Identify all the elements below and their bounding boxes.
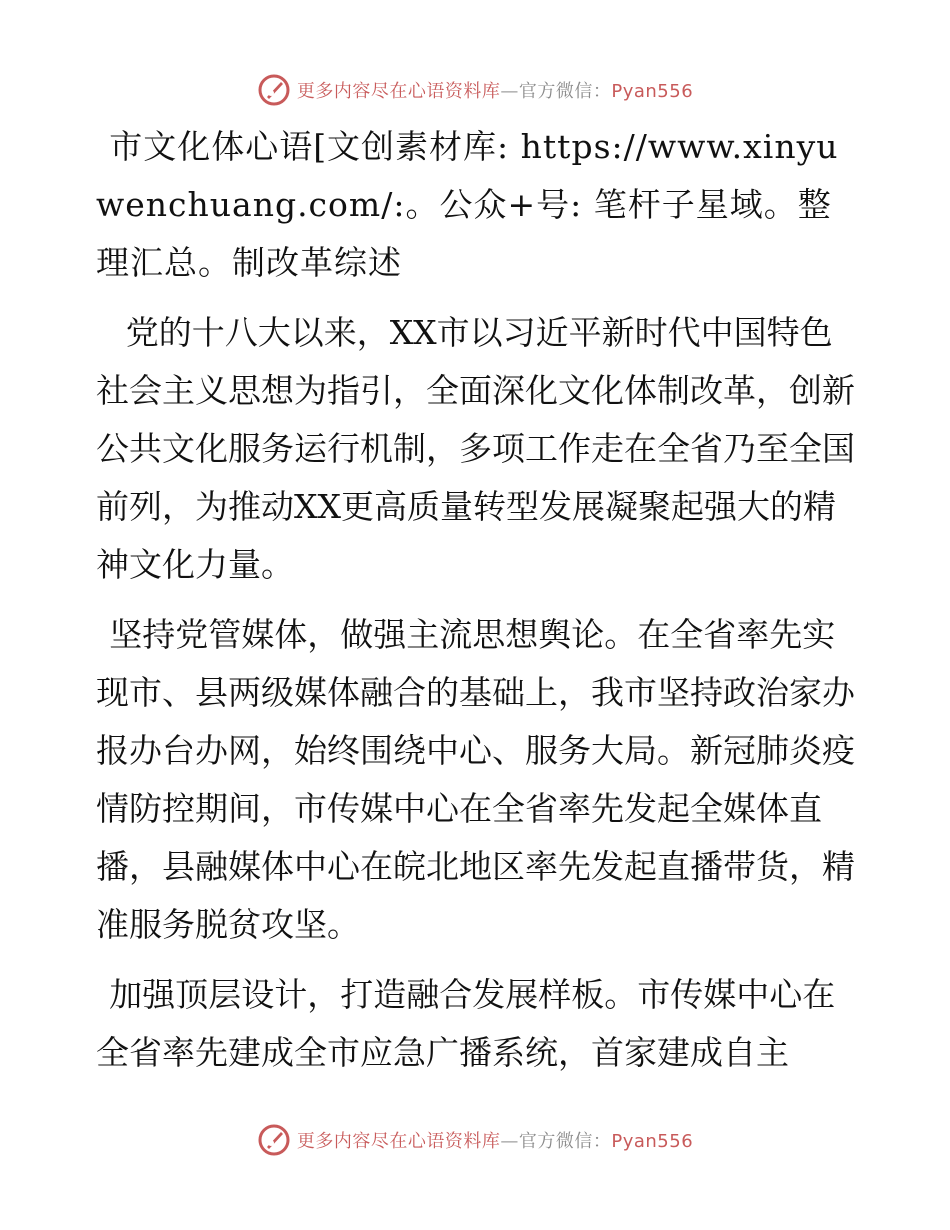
document-body (96, 118, 856, 1094)
paragraph-media: 坚持党管媒体，做强主流思想舆论。在全省率先实现市、县两级媒体融合的基础上，我市坚持政治家办报办台办网，始终围绕中心、服务大局。新冠肺炎疫情防控期间，市传媒中心在全省率先发起全媒体直播，县融媒体中心在皖北地区率先发起直播带货，精准服务脱贫攻坚。 (96, 615, 855, 944)
header-watermark (0, 70, 950, 110)
watermark-text: 更多内容尽在心语资料库—官方微信：Pyan556 (296, 81, 694, 102)
footer-watermark (0, 1120, 950, 1160)
document-title: 市文化体心语[文创素材库: https://www.xinyuwenchuang.com/:。公众+号: 笔杆子星域。整理汇总。制改革综述 (96, 127, 839, 282)
paragraph-intro: 党的十八大以来，XX市以习近平新时代中国特色社会主义思想为指引，全面深化文化体制改革，创新公共文化服务运行机制，多项工作走在全省乃至全国前列，为推动XX更高质量转型发展凝聚起强大的精神文化力量。 (96, 313, 855, 584)
paragraph-design: 加强顶层设计，打造融合发展样板。市传媒中心在全省率先建成全市应急广播系统，首家建成自主 (96, 975, 836, 1072)
watermark-text: 更多内容尽在心语资料库—官方微信：Pyan556 (296, 1131, 694, 1152)
quill-circle-icon (257, 73, 291, 107)
quill-circle-icon (257, 1123, 291, 1157)
